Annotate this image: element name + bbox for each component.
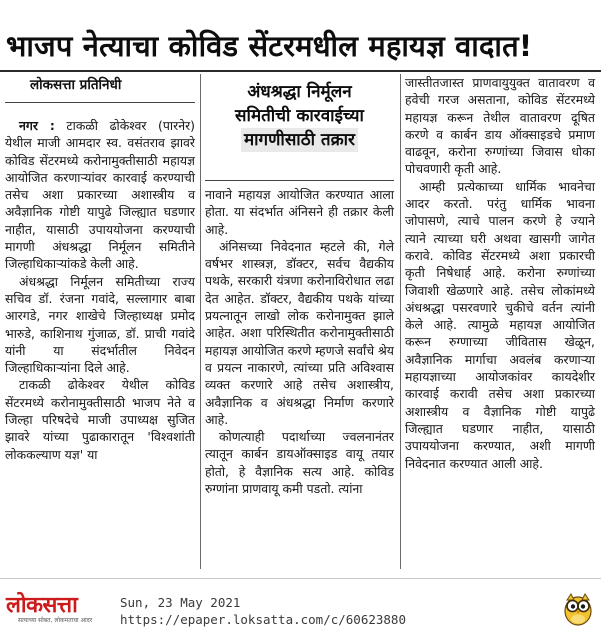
epaper-url-link[interactable]: https://epaper.loksatta.com/c/60623880 (120, 612, 406, 627)
subheading-line: अंधश्रद्धा निर्मूलन (247, 82, 352, 102)
footer-rule (0, 578, 601, 579)
subheading-rule (205, 180, 394, 181)
column-divider (400, 74, 401, 569)
article-subheading (205, 80, 394, 152)
article-column-right (405, 74, 595, 472)
column-divider (200, 74, 201, 569)
subheading-line: समितीची कारवाईच्या (235, 106, 364, 126)
paragraph-text: टाकळी ढोकेश्वर (पारनेर) येथील माजी आमदार स्व. वसंतराव झावरे कोविड सेंटरमध्ये करोनामुक्तीसाठी महायज्ञ आयोजित करणाऱ्यांवर कारवाई करण्याची तसेच अशा प्रकारच्या अशास्त्रीय व अवैज्ञानिक गोष्टी यापुढे जिल्ह्यात घडणार नाहीत, यासाठी उपाययोजना करण्याची मागणी अंधश्रद्धा निर्मूलन समितीने जिल्हाधिकाऱ्यांकडे केली आहे. (5, 118, 195, 272)
subheading-line: मागणीसाठी तक्रार (241, 128, 358, 152)
logo-wordmark: लोकसत्ता (6, 593, 78, 618)
article-headline: भाजप नेत्याचा कोविड सेंटरमधील महायज्ञ वादात! (6, 29, 533, 63)
article-paragraph: आम्ही प्रत्येकाच्या धार्मिक भावनेचा आदर करतो. परंतु धार्मिक भावना जोपासणे, त्याचे पालन करणे हे ज्याने त्याने त्याच्या घरी अथवा खासगी जागेत करावे. कोविड सेंटरमध्ये अशा प्रकारची कृती निषेधार्ह आहे. करोना रुग्णांच्या जिवाशी खेळणारे आहे. तसेच लोकांमध्ये अंधश्रद्धा पसरवणारे चुकीचे वर्तन त्यांनी केले आहे. त्यामुळे महायज्ञ आयोजित करून रुग्णाच्या जीवितास खेळून, अवैज्ञानिक मार्गाचा अवलंब करणाऱ्या महायज्ञाच्या आयोजकांवर कायदेशीर कारवाई करावी तसेच अशा प्रकारच्या अशास्त्रीय व वैज्ञानिक गोष्टी यापुढे जिल्ह्यात घडणार नाहीत, यासाठी उपाययोजना करण्यात, अशी मागणी निवेदनात करण्यात आली आहे. (405, 178, 595, 471)
article-paragraph: जास्तीतजास्त प्राणवायुयुक्त वातावरण व हवेची गरज असताना, कोविड सेंटरमध्ये महायज्ञ करून तेथील वातावरण दूषित करणे व कार्बन डाय ऑक्साइडचे प्रमाण वाढवून, करोना रुग्णांच्या जिवास धोका पोचवणारी कृती आहे. (405, 75, 595, 177)
article-paragraph: कोणत्याही पदार्थाच्या ज्वलनानंतर त्यातून कार्बन डायऑक्साइड वायू तयार होतो, हे वैज्ञानिक सत्य आहे. कोविड रुग्णांना प्राणवायू कमी पडतो. त्यांना (205, 429, 394, 497)
article-paragraph: नावाने महायज्ञ आयोजित करण्यात आला होता. या संदर्भात अंनिसने ही तक्रार केली आहे. (205, 187, 394, 237)
article-paragraph: अंधश्रद्धा निर्मूलन समितीच्या राज्य सचिव डॉ. रंजना गवांदे, सल्लागार बाबा आरगडे, नगर शाखेचे जिल्हाध्यक्ष प्रमोद भारुडे, काशिनाथ गुंजाळ, डॉ. प्राची गवांदे यांनी या संदर्भातील निवेदन जिल्हाधिकाऱ्यांना दिले आहे. (5, 273, 195, 376)
byline-rule (5, 102, 195, 103)
logo-tagline: सत्याच्या सोबत, लोकमताचा आदर (18, 617, 93, 624)
article-byline: लोकसत्ता प्रतिनिधी (30, 77, 122, 93)
article-paragraph: टाकळी ढोकेश्वर येथील कोविड सेंटरमध्ये करोनामुक्तीसाठी भाजप नेते व जिल्हा परिषदेचे माजी उपाध्यक्ष सुजित झावरे यांच्या पुढाकारातून 'विश्वशांती लोककल्याण यज्ञ' या (5, 377, 195, 462)
article-column-middle (205, 186, 394, 497)
article-column-left (5, 117, 195, 463)
publication-date: Sun, 23 May 2021 (120, 595, 241, 610)
dateline: नगर : (19, 118, 55, 133)
article-paragraph (5, 117, 195, 273)
article-paragraph: अंनिसच्या निवेदनात म्हटले की, गेले वर्षभर शास्त्रज्ञ, डॉक्टर, सर्वच वैद्यकीय पथके, सरकारी यंत्रणा करोनाविरोधात लढा देत आहेत. डॉक्टर, वैद्यकीय पथके यांच्या प्रयत्नातून लाखो लोक करोनामुक्त झाले आहेत. अशा परिस्थितीत करोनामुक्तीसाठी महायज्ञ आयोजित करणे म्हणजे सर्वांचे श्रेय व प्रयत्न नाकारणे, त्यांच्या प्रति अविश्वास व्यक्त करणारे आहे तसेच अशास्त्रीय, अवैज्ञानिक व अंधश्रद्धा निर्माण करणारे आहे. (205, 238, 394, 427)
footer-meta (120, 594, 406, 628)
loksatta-logo[interactable] (6, 594, 110, 624)
headline-rule (0, 70, 601, 72)
owl-icon (563, 591, 593, 627)
